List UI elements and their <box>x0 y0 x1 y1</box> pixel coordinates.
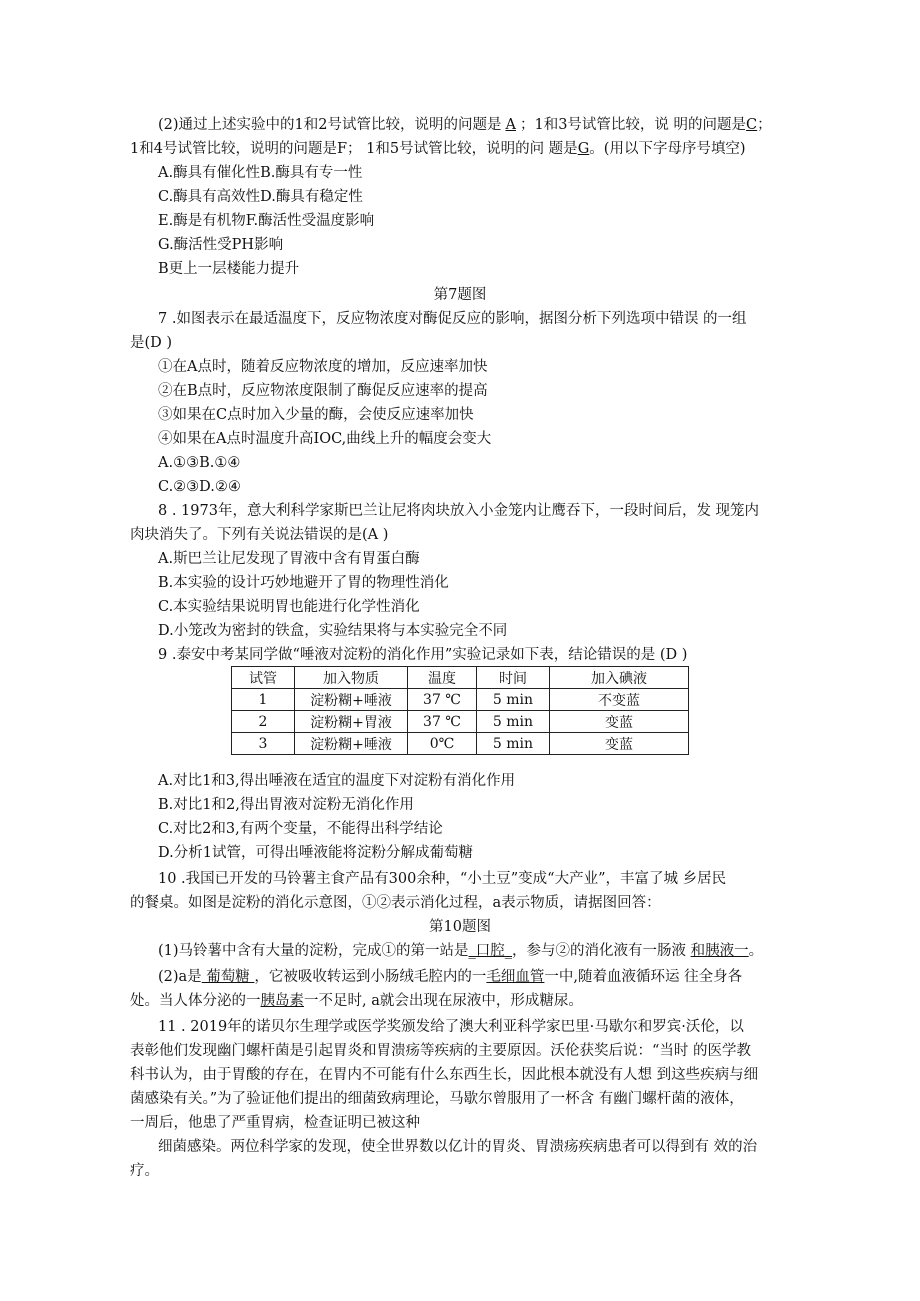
q7-choice: C.②③D.②④ <box>158 479 241 495</box>
q10-part1: (1)马铃薯中含有大量的淀粉，完成①的第一站是_口腔_，参与②的消化液有一肠液 和胰液一。 <box>158 943 764 959</box>
q10-answer-glucose: 葡萄糖 <box>201 969 255 985</box>
table-cell: 不变蓝 <box>550 689 689 711</box>
q8-choice: D.小笼改为密封的铁盒，实验结果将与本实验完全不同 <box>158 623 508 639</box>
q11-line: 细菌感染。两位科学家的发现，使全世界数以亿计的胃炎、胃溃疡疾病患者可以得到有 效的治 <box>158 1139 758 1155</box>
q7-figure-caption: 第7题图 <box>433 287 487 303</box>
table-cell: 淀粉糊+唾液 <box>295 733 408 755</box>
q6-answer-1-2: A <box>505 117 516 133</box>
table-header: 温度 <box>408 667 477 689</box>
table-header: 加入碘液 <box>550 667 689 689</box>
q9-table <box>231 666 689 755</box>
q7-statement: ④如果在A点时温度升高IOC,曲线上升的幅度会变大 <box>158 431 492 447</box>
q8-choice: B.本实验的设计巧妙地避开了胃的物理性消化 <box>158 575 449 591</box>
table-cell: 3 <box>232 733 295 755</box>
table-cell: 变蓝 <box>550 711 689 733</box>
q6-option: G.酶活性受PH影响 <box>158 237 284 253</box>
q9-choice: C.对比2和3,有两个变量，不能得出科学结论 <box>158 821 443 837</box>
q11-line: 疗。 <box>130 1163 159 1179</box>
q7-choice: A.①③B.①④ <box>158 455 241 471</box>
table-cell: 37 ℃ <box>408 689 477 711</box>
q6-option: C.酶具有高效性D.酶具有稳定性 <box>158 189 363 205</box>
table-cell: 37 ℃ <box>408 711 477 733</box>
q7-statement: ③如果在C点时加入少量的酶，会使反应速率加快 <box>158 407 474 423</box>
q8-choice: C.本实验结果说明胃也能进行化学性消化 <box>158 599 420 615</box>
q11-line: 科书认为，由于胃酸的存在，在胃内不可能有什么东西生长，因此根本就没有人想 到这些疾病与细 <box>130 1067 759 1083</box>
q8-stem: 8 . 1973年，意大利科学家斯巴兰让尼将肉块放入小金笼内让鹰吞下，一段时间后，发 现笼内 <box>158 503 760 519</box>
q10-stem-cont: 的餐桌。如图是淀粉的消化示意图，①②表示消化过程，a表示物质，请据图回答： <box>130 895 661 911</box>
table-cell: 变蓝 <box>550 733 689 755</box>
table-header: 加入物质 <box>295 667 408 689</box>
table-cell: 5 min <box>477 689 550 711</box>
table-row <box>232 689 689 711</box>
table-cell: 5 min <box>477 711 550 733</box>
q10-figure-caption: 第10题图 <box>429 919 491 935</box>
q8-stem-cont: 肉块消失了。下列有关说法错误的是(A ) <box>130 527 389 543</box>
q10-part2: (2)a是 葡萄糖 ，它被吸收转运到小肠绒毛腔内的一毛细血管一中,随着血液循环运 往全身各 <box>158 969 743 985</box>
q11-line: 表彰他们发现幽门螺杆菌是引起胃炎和胃溃疡等疾病的主要原因。沃伦获奖后说：“当时 的医学教 <box>130 1043 752 1059</box>
table-cell: 5 min <box>477 733 550 755</box>
table-row <box>232 711 689 733</box>
q10-answer-capillary: 毛细血管 <box>486 969 545 985</box>
table-cell: 1 <box>232 689 295 711</box>
q11-line: 菌感染有关。”为了验证他们提出的细菌致病理论，马歇尔曾服用了一杯含 有幽门螺杆菌的液体， <box>130 1091 744 1107</box>
q10-answer-insulin: 胰岛素 <box>260 993 304 1009</box>
q11-line: 一周后，他患了严重胃病，检查证明已被这种 <box>130 1115 420 1131</box>
table-header-row <box>232 667 689 689</box>
q6-answer-1-3: C <box>746 117 758 133</box>
q9-choice: B.对比1和2,得出胃液对淀粉无消化作用 <box>158 797 414 813</box>
section-heading: B更上一层楼能力提升 <box>158 261 300 277</box>
q11-line: 11 . 2019年的诺贝尔生理学或医学奖颁发给了澳大利亚科学家巴里·马歇尔和罗宾·沃伦，以 <box>158 1019 744 1035</box>
q6-part2-line2: 1和4号试管比较，说明的问题是F； 1和5号试管比较，说明的问 题是G。(用以下字母序号填空) <box>130 141 746 157</box>
q9-choice: A.对比1和3,得出唾液在适宜的温度下对淀粉有消化作用 <box>158 773 516 789</box>
q9-choice: D.分析1试管，可得出唾液能将淀粉分解成葡萄糖 <box>158 845 473 861</box>
q10-answer-mouth: _口腔_ <box>468 943 513 959</box>
q7-stem: 7 .如图表示在最适温度下，反应物浓度对酶促反应的影响，据图分析下列选项中错误 的一组 <box>158 311 747 327</box>
q6-answer-1-5: G <box>577 141 590 157</box>
q10-part2-cont: 处。当人体分泌的一胰岛素一不足时, a就会出现在尿液中，形成糖尿。 <box>130 993 583 1009</box>
q7-statement: ②在B点时，反应物浓度限制了酶促反应速率的提高 <box>158 383 488 399</box>
q6-part2-line1: (2)通过上述实验中的1和2号试管比较，说明的问题是 A ；1和3号试管比较，说 明的问题是C； <box>158 117 772 133</box>
table-cell: 2 <box>232 711 295 733</box>
table-cell: 淀粉糊+唾液 <box>295 689 408 711</box>
q6-option: A.酶具有催化性B.酶具有专一性 <box>158 165 363 181</box>
q7-statement: ①在A点时，随着反应物浓度的增加，反应速率加快 <box>158 359 488 375</box>
table-cell: 0℃ <box>408 733 477 755</box>
table-header: 时间 <box>477 667 550 689</box>
q8-choice: A.斯巴兰让尼发现了胃液中含有胃蛋白酶 <box>158 551 420 567</box>
table-row <box>232 733 689 755</box>
q9-stem: 9 .泰安中考某同学做“唾液对淀粉的消化作用”实验记录如下表，结论错误的是 (D ) <box>158 647 688 663</box>
table-cell: 淀粉糊+胃液 <box>295 711 408 733</box>
q7-stem-cont: 是(D ) <box>130 335 173 351</box>
q10-answer-juices: 和胰液一 <box>690 943 749 959</box>
table-header: 试管 <box>232 667 295 689</box>
q10-stem: 10 .我国已开发的马铃薯主食产品有300余种，“小土豆”变成“大产业”，丰富了城 乡居民 <box>158 871 727 887</box>
q6-option: E.酶是有机物F.酶活性受温度影响 <box>158 213 375 229</box>
